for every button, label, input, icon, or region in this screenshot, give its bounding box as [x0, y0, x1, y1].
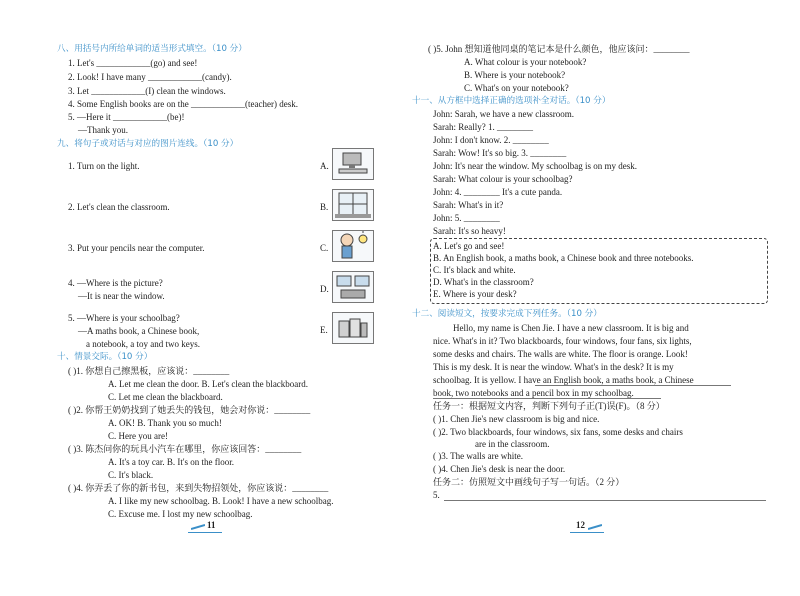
- section-11-title: 十一、从方框中选择正确的选项补全对话。（10 分）: [412, 96, 611, 106]
- pic-label-c: C.: [320, 243, 329, 253]
- underline-sentence-2: [433, 398, 661, 399]
- section-9-title: 九、将句子或对话与对应的图片连线。（10 分）: [57, 139, 239, 149]
- window-picture[interactable]: [332, 189, 374, 221]
- tf-item-1: ( )1. Chen Jie's new classroom is big and nice.: [433, 414, 600, 424]
- passage-line-6: book, two notebooks and a pencil box in my schoolbag.: [433, 388, 634, 398]
- s8-item-5-reply: —Thank you.: [78, 125, 128, 135]
- s10-q1: ( )1. 你想自己擦黑板，应该说：________: [68, 366, 230, 376]
- section-8-title: 八、用括号内所给单词的适当形式填空。（10 分）: [57, 44, 247, 54]
- q5-label: 5.: [433, 490, 440, 500]
- s10-q2: ( )2. 你帮王奶奶找到了她丢失的钱包，她会对你说：________: [68, 405, 311, 415]
- passage-line-3: some desks and chairs. The walls are white. The floor is orange. Look!: [433, 349, 688, 359]
- schoolbag-picture[interactable]: [332, 312, 374, 344]
- s9-item-3: 3. Put your pencils near the computer.: [68, 243, 205, 253]
- passage-line-4: This is my desk. It is near the window. What's in the desk? It is my: [433, 362, 674, 372]
- dialog-line-4: Sarah: Wow! It's so big. 3. ________: [433, 148, 567, 158]
- s10-q2-c: C. Here you are!: [108, 431, 168, 441]
- option-a: A. Let's go and see!: [433, 241, 505, 251]
- window-icon: [333, 190, 373, 220]
- s10-q4-c: C. Excuse me. I lost my new schoolbag.: [108, 509, 253, 519]
- pic-label-a: A.: [320, 161, 329, 171]
- classroom-icon: [333, 272, 373, 302]
- s10-q5-a: A. What colour is your notebook?: [464, 57, 587, 67]
- s10-q5-c: C. What's on your notebook?: [464, 83, 569, 93]
- s10-q5: ( )5. John 想知道他同桌的笔记本是什么颜色，他应该问：________: [428, 44, 690, 54]
- s9-item-5: 5. —Where is your schoolbag?: [68, 313, 180, 323]
- s10-q3-ab: A. It's a toy car. B. It's on the floor.: [108, 457, 234, 467]
- dialog-line-2: Sarah: Really? 1. ________: [433, 122, 533, 132]
- boy-light-picture[interactable]: [332, 230, 374, 262]
- option-c: C. It's black and white.: [433, 265, 516, 275]
- s8-item-2: 2. Look! I have many ____________(candy).: [68, 72, 232, 82]
- pen-decoration-icon: [588, 524, 602, 530]
- pen-decoration-icon: [191, 524, 205, 530]
- s9-item-4-reply: —It is near the window.: [78, 291, 165, 301]
- page-number-underline: [570, 532, 604, 533]
- s8-item-3: 3. Let ____________(I) clean the windows.: [68, 86, 226, 96]
- task-1-title: 任务一：根据短文内容，判断下列句子正(T)误(F)。（8 分）: [433, 401, 665, 411]
- s9-item-2: 2. Let's clean the classroom.: [68, 202, 170, 212]
- tf-item-2: ( )2. Two blackboards, four windows, six fans, some desks and chairs: [433, 427, 683, 437]
- s10-q4-ab: A. I like my new schoolbag. B. Look! I have a new schoolbag.: [108, 496, 334, 506]
- q5-answer-line[interactable]: [444, 500, 766, 501]
- passage-line-5: schoolbag. It is yellow. I have an English book, a maths book, a Chinese: [433, 375, 694, 385]
- s9-item-5-reply-2: a notebook, a toy and two keys.: [86, 339, 200, 349]
- tf-item-4: ( )4. Chen Jie's desk is near the door.: [433, 464, 566, 474]
- s9-item-5-reply-1: —A maths book, a Chinese book,: [78, 326, 200, 336]
- boy-icon: [333, 231, 373, 261]
- computer-picture[interactable]: [332, 148, 374, 180]
- tf-item-2-cont: are in the classroom.: [475, 439, 550, 449]
- option-d: D. What's in the classroom?: [433, 277, 534, 287]
- dialog-line-1: John: Sarah, we have a new classroom.: [433, 109, 574, 119]
- page-number-right: 12: [576, 520, 585, 530]
- s8-item-5: 5. —Here it ____________(be)!: [68, 112, 185, 122]
- s10-q1-ab: A. Let me clean the door. B. Let's clean the blackboard.: [108, 379, 309, 389]
- pic-label-d: D.: [320, 284, 329, 294]
- s8-item-1: 1. Let's ____________(go) and see!: [68, 58, 198, 68]
- pic-label-e: E.: [320, 325, 328, 335]
- computer-icon: [333, 149, 373, 179]
- page-number-underline: [188, 532, 222, 533]
- s9-item-4: 4. —Where is the picture?: [68, 278, 163, 288]
- dialog-line-8: Sarah: What's in it?: [433, 200, 504, 210]
- page-number-left: 11: [207, 520, 216, 530]
- s10-q5-b: B. Where is your notebook?: [464, 70, 566, 80]
- option-e: E. Where is your desk?: [433, 289, 517, 299]
- pic-label-b: B.: [320, 202, 329, 212]
- books-icon: [333, 313, 373, 343]
- s10-q3: ( )3. 陈杰问你的玩具小汽车在哪里，你应该回答：________: [68, 444, 302, 454]
- section-12-title: 十二、阅读短文，按要求完成下列任务。（10 分）: [412, 309, 602, 319]
- dialog-line-5: John: It's near the window. My schoolbag is on my desk.: [433, 161, 638, 171]
- passage-line-1: Hello, my name is Chen Jie. I have a new classroom. It is big and: [453, 323, 689, 333]
- s8-item-4: 4. Some English books are on the ____________(teacher) desk.: [68, 99, 298, 109]
- task-2-title: 任务二：仿照短文中画线句子写一句话。（2 分）: [433, 477, 625, 487]
- passage-line-2: nice. What's in it? Two blackboards, four windows, four fans, six lights,: [433, 336, 692, 346]
- tf-item-3: ( )3. The walls are white.: [433, 451, 524, 461]
- s9-item-1: 1. Turn on the light.: [68, 161, 140, 171]
- underline-sentence-1: [535, 385, 731, 386]
- dialog-line-10: Sarah: It's so heavy!: [433, 226, 506, 236]
- option-b: B. An English book, a maths book, a Chinese book and three notebooks.: [433, 253, 694, 263]
- dialog-line-7: John: 4. ________ It's a cute panda.: [433, 187, 563, 197]
- s10-q1-c: C. Let me clean the blackboard.: [108, 392, 223, 402]
- dialog-line-3: John: I don't know. 2. ________: [433, 135, 549, 145]
- s10-q4: ( )4. 你弄丢了你的新书包，来到失物招领处，你应该说：________: [68, 483, 329, 493]
- dialog-line-6: Sarah: What colour is your schoolbag?: [433, 174, 573, 184]
- classroom-picture[interactable]: [332, 271, 374, 303]
- s10-q2-ab: A. OK! B. Thank you so much!: [108, 418, 222, 428]
- s10-q3-c: C. It's black.: [108, 470, 154, 480]
- section-10-title: 十、情景交际。（10 分）: [57, 352, 153, 362]
- dialog-line-9: John: 5. ________: [433, 213, 500, 223]
